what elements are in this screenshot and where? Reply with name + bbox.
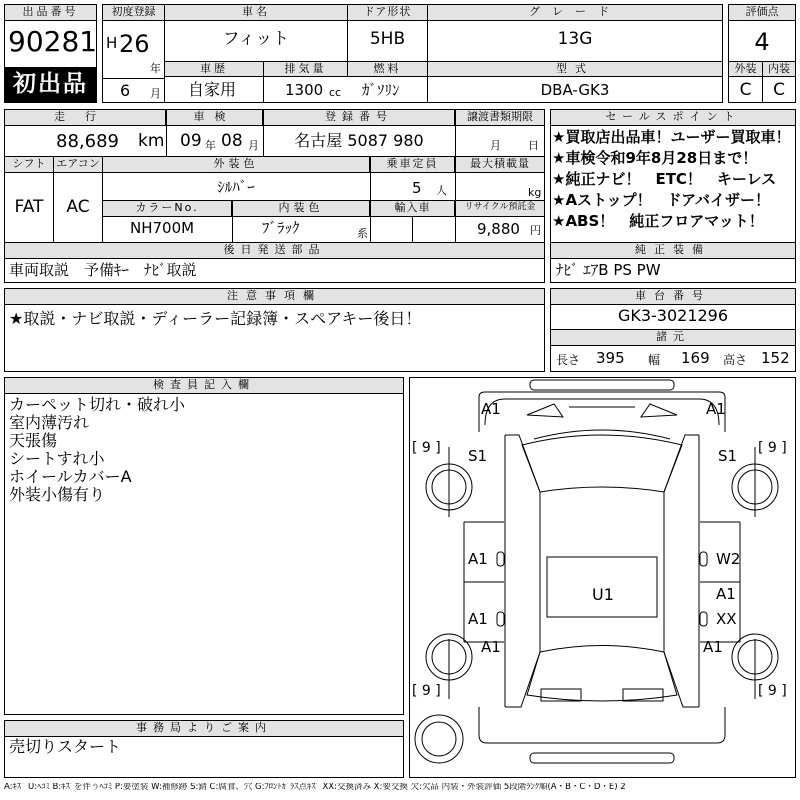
caution-text: ★取説・ナビ取説・ディーラー記録簿・スペアキー後日！ [9,309,422,328]
first-registration-label: 初度登録 [102,4,165,21]
max-load-label: 最大積載量 [455,156,545,173]
inspection-year-unit: 年 [205,139,216,152]
mark-rl-quarter: A1 [481,638,501,656]
mileage-label: 走行 [4,109,166,126]
lot-number: 90281 [8,25,98,58]
mileage: 88,689 [56,131,119,152]
history: 自家用 [188,80,237,99]
displacement: 1300 [285,81,324,99]
air-conditioner: AC [66,197,90,217]
score: 4 [754,28,770,56]
tire-fl: [ 9 ] [412,440,441,456]
office-label: 事務局よりご案内 [4,720,404,737]
mark-front-left: A1 [481,400,501,418]
chassis-label: 車台番号 [550,288,796,305]
door-type: 5HB [369,29,406,49]
length: 395 [596,349,625,367]
width: 169 [681,349,710,367]
sales-points-list [552,127,796,232]
sales-point: ★買取店出品車！ユーザー買取車！ [552,128,791,146]
exterior-grade: C [739,80,752,100]
displacement-unit: cc [329,86,342,99]
inspector-note: カーペット切れ・破れ小 [9,395,186,414]
inspection-label: 車検 [166,109,263,126]
mark-right-rear-door-lower: XX [716,610,737,628]
model: DBA-GK3 [540,81,610,99]
tire-rr: [ 9 ] [758,683,787,699]
ac-label: エアコン [53,156,103,173]
interior-label: 内装 [762,61,796,77]
transfer-day-unit: 日 [528,139,539,152]
mark-rr-quarter: A1 [703,638,723,656]
inspection-year: 09 [180,131,202,151]
capacity-label: 乗車定員 [370,156,455,173]
first-listing-badge: 初出品 [5,67,96,102]
later-parts-label: 後日発送部品 [4,242,545,259]
reg-year: 26 [119,30,150,58]
sales-points-label: セールスポイント [550,109,796,126]
inspector-note: ホイールカバーA [9,467,132,486]
door-type-label: ドア形状 [347,4,428,21]
height-label: 高さ [723,353,748,367]
color-number: NH700M [130,219,195,237]
mileage-unit: km [138,131,165,151]
load-unit: kg [528,186,542,199]
color-number-label: カラーNo. [102,200,232,217]
mark-right-front-door: W2 [716,550,741,568]
mark-left-front-door: A1 [468,550,488,568]
year-unit: 年 [150,62,161,75]
transfer-month-unit: 月 [490,139,501,152]
fuel: ｶﾞｿﾘﾝ [362,81,400,99]
import-label: 輸入車 [370,200,455,217]
inspector-label: 検査員記入欄 [4,377,404,394]
mark-front-right: A1 [706,400,726,418]
caution-label: 注意事項欄 [4,288,545,305]
inspector-note: 室内薄汚れ [9,413,90,432]
dimensions-label: 諸元 [550,329,796,346]
lot-number-label: 出品番号 [4,4,97,21]
grade: 13G [557,29,593,49]
inspector-note: 天張傷 [9,431,58,450]
capacity: 5 [412,179,422,197]
interior-color: ﾌﾞﾗｯｸ [262,219,300,237]
height: 152 [761,349,790,367]
equipment: ﾅﾋﾞ ｴｱB PS PW [556,261,661,279]
office-text: 売切りスタート [9,737,122,756]
color-label: 外装色 [102,156,370,173]
chassis-number: GK3-3021296 [617,306,729,325]
interior-grade: C [773,80,785,100]
inspector-note: シートすれ小 [9,449,105,468]
car-name: フィット [222,29,290,49]
interior-color-suffix: 系 [357,227,368,240]
later-parts: 車両取説 予備ｷｰ ﾅﾋﾞ取説 [9,261,197,279]
exterior-label: 外装 [728,61,763,77]
displacement-label: 排気量 [263,61,348,77]
recycle-label: リサイクル預託金 [455,200,545,217]
length-label: 長さ [556,353,581,367]
history-label: 車歴 [164,61,264,77]
reg-number-label: 登録番号 [263,109,455,126]
mark-fl-fender: S1 [468,447,488,465]
width-label: 幅 [648,353,661,367]
inspector-note: 外装小傷有り [9,485,106,504]
shift-label: シフト [4,156,54,173]
car-name-label: 車名 [164,4,348,21]
sales-point: ★Aストップ！ ドアバイザー！ [552,191,770,209]
tire-rl: [ 9 ] [412,683,441,699]
mark-left-rear-door: A1 [468,610,488,628]
mark-fr-fender: S1 [718,447,738,465]
era: H [106,34,118,52]
month-unit: 月 [150,87,161,100]
transfer-deadline-label: 譲渡書類期限 [455,109,545,126]
tire-fr: [ 9 ] [758,440,787,456]
inspection-month: 08 [221,131,243,151]
sales-point: ★純正ナビ！ ETC！ キーレス [552,170,777,188]
shift: FAT [14,197,44,217]
score-label: 評価点 [728,4,796,21]
body-color: ｼﾙﾊﾞｰ [217,178,255,196]
reg-month: 6 [120,81,131,100]
inspection-month-unit: 月 [248,139,259,152]
interior-color-label: 内装色 [232,200,370,217]
legend: A:ｷｽﾞ U:ﾍｺﾐ B:ｷｽﾞを伴うﾍｺﾐ P:要塗装 W:補修跡 S:錆 C:腐食、穴 G:ﾌﾛﾝﾄｶﾞﾗｽ点ｷｽﾞ XX:交換済み X:要交換 欠:欠品 内装・外装評価 5段階ﾗﾝｸ順(A・B・C・D・E) 2 [4,783,626,792]
model-label: 型式 [427,61,723,77]
car-diagram [409,377,796,778]
fuel-label: 燃料 [347,61,428,77]
mark-right-rear-door-upper: A1 [716,585,736,603]
mark-roof: U1 [592,585,614,604]
grade-label: グレード [427,4,723,21]
recycle-deposit: 9,880 [477,220,520,238]
sales-point: ★ABS！ 純正フロアマット！ [552,212,764,230]
recycle-unit: 円 [530,224,541,237]
inspector-notes [9,396,185,504]
reg-number: 名古屋 5087 980 [294,131,424,150]
capacity-unit: 人 [436,184,447,197]
sales-point: ★車検令和9年8月28日まで！ [552,149,758,167]
equipment-label: 純正装備 [550,242,796,259]
